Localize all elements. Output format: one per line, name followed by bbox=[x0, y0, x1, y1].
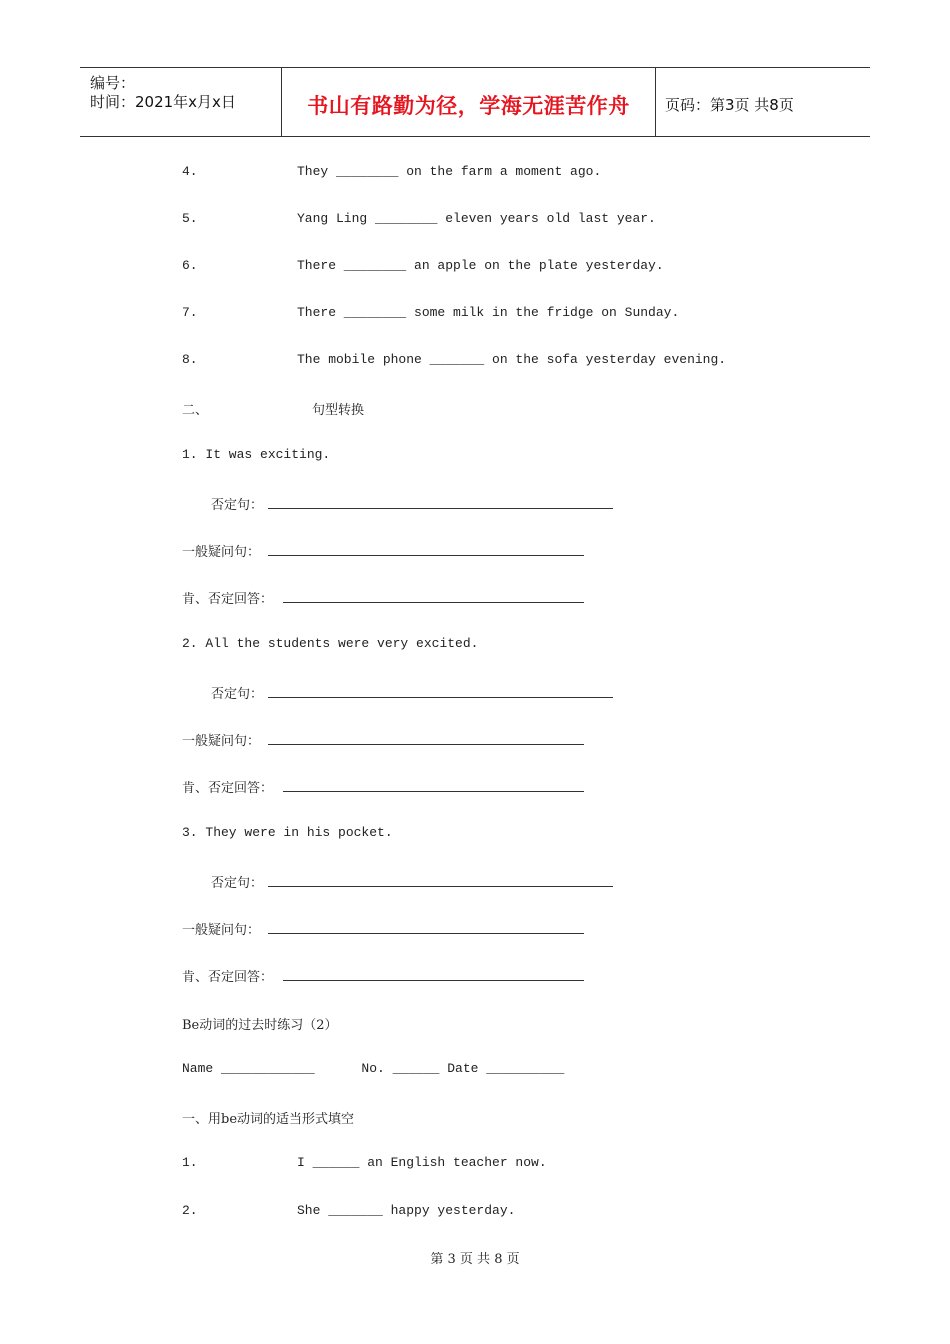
item-number: 6. bbox=[182, 258, 198, 273]
answers-label: 肯、否定回答： bbox=[182, 592, 274, 607]
answer-line bbox=[268, 508, 613, 509]
question-label: 一般疑问句： bbox=[182, 734, 261, 749]
negative-label: 否定句： bbox=[211, 687, 264, 702]
time-label: 时间：2021年x月x日 bbox=[90, 93, 236, 111]
item-number: 5. bbox=[182, 211, 198, 226]
question-label: 一般疑问句： bbox=[182, 545, 261, 560]
section-title: 句型转换 bbox=[312, 403, 365, 418]
item-number: 8. bbox=[182, 352, 198, 367]
question-label: 一般疑问句： bbox=[182, 923, 261, 938]
answer-line bbox=[268, 886, 613, 887]
item-number: 4. bbox=[182, 164, 198, 179]
answer-line bbox=[283, 791, 584, 792]
fill-blank-item: The mobile phone _______ on the sofa yesterday evening. bbox=[297, 352, 727, 367]
header-page-cell bbox=[655, 68, 870, 136]
page-footer: 第 3 页 共 8 页 bbox=[430, 1252, 520, 1267]
source-sentence: 3. They were in his pocket. bbox=[182, 825, 393, 840]
source-sentence: 2. All the students were very excited. bbox=[182, 636, 479, 651]
page-header bbox=[80, 67, 870, 137]
source-sentence: 1. It was exciting. bbox=[182, 447, 331, 462]
negative-label: 否定句： bbox=[211, 876, 264, 891]
item-number: 2. bbox=[182, 1203, 198, 1218]
section-number: 二、 bbox=[182, 403, 209, 418]
answer-line bbox=[268, 555, 584, 556]
answer-line bbox=[268, 697, 613, 698]
code-label: 编号： bbox=[90, 74, 136, 92]
answer-line bbox=[268, 933, 584, 934]
fill-blank-item: There ________ some milk in the fridge on Sunday. bbox=[297, 305, 680, 320]
fill-blank-item: I ______ an English teacher now. bbox=[297, 1155, 547, 1170]
fill-blank-item: There ________ an apple on the plate yesterday. bbox=[297, 258, 664, 273]
fill-blank-item: She _______ happy yesterday. bbox=[297, 1203, 516, 1218]
answer-line bbox=[283, 980, 584, 981]
answer-line bbox=[283, 602, 584, 603]
answer-line bbox=[268, 744, 584, 745]
practice-instruction: 一、用be动词的适当形式填空 bbox=[182, 1112, 355, 1127]
header-info-cell bbox=[80, 68, 281, 136]
fill-blank-item: They ________ on the farm a moment ago. bbox=[297, 164, 602, 179]
answers-label: 肯、否定回答： bbox=[182, 970, 274, 985]
item-number: 7. bbox=[182, 305, 198, 320]
motto-text: 书山有路勤为径，学海无涯苦作舟 bbox=[307, 94, 630, 118]
answers-label: 肯、否定回答： bbox=[182, 781, 274, 796]
name-no-date-line: Name ____________ No. ______ Date __________ bbox=[182, 1061, 565, 1076]
practice-title: Be动词的过去时练习（2） bbox=[182, 1018, 338, 1033]
negative-label: 否定句： bbox=[211, 498, 264, 513]
page-info: 页码：第3页 共8页 bbox=[665, 96, 794, 114]
item-number: 1. bbox=[182, 1155, 198, 1170]
header-motto-cell bbox=[281, 68, 656, 136]
fill-blank-item: Yang Ling ________ eleven years old last year. bbox=[297, 211, 656, 226]
